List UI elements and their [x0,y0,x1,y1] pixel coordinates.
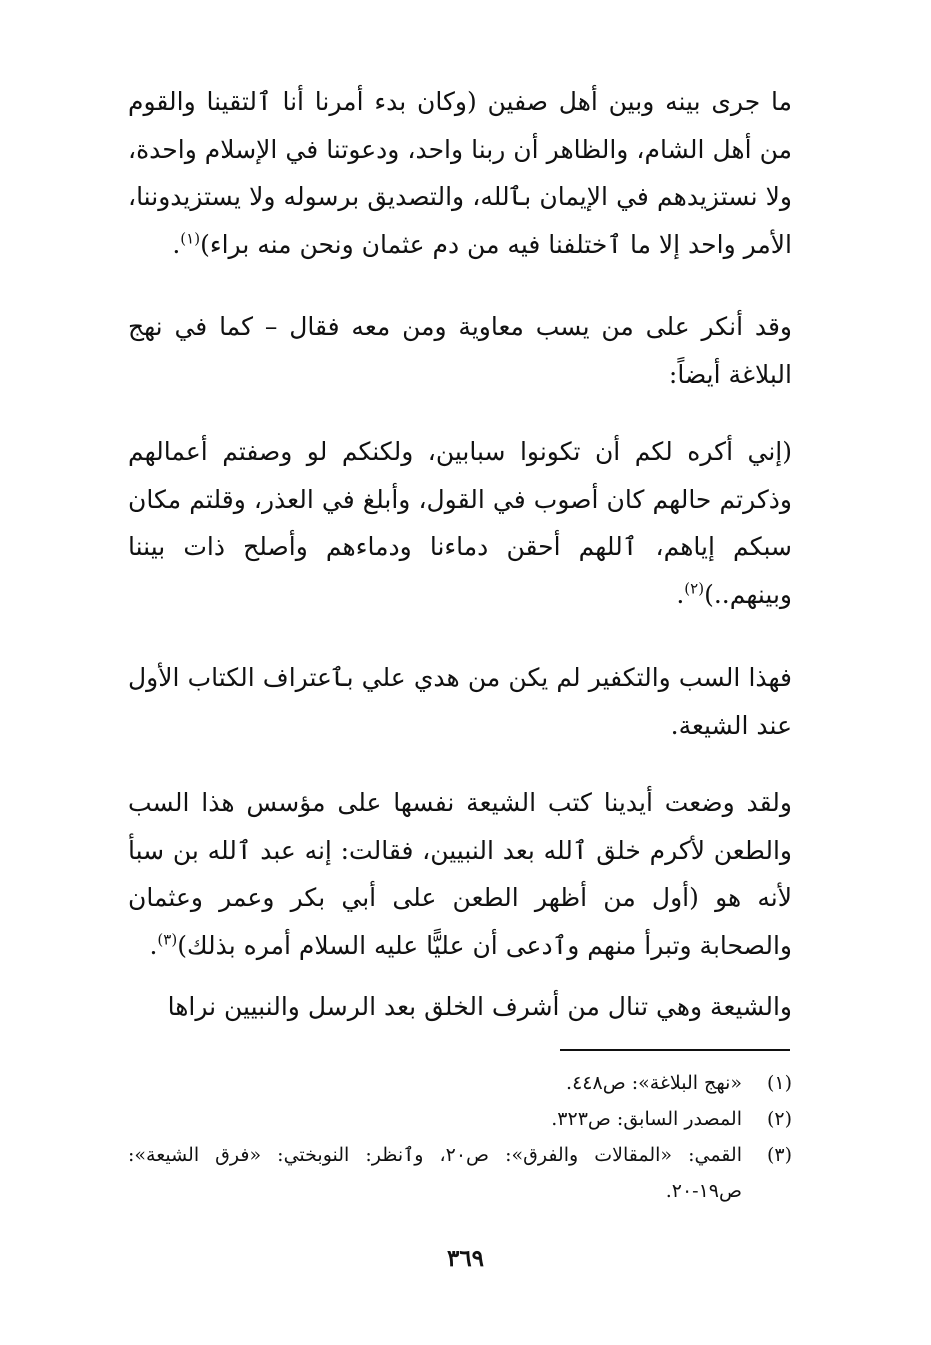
footnote-2-text: المصدر السابق: ص٣٢٣. [551,1108,742,1130]
paragraph-2-text: وقد أنكر على من يسب معاوية ومن معه فقال – كما في نهج البلاغة أيضاً: [128,312,792,389]
paragraph-5 [128,779,792,969]
paragraph-3-tail: . [676,579,685,609]
footnote-3-number: (٣) [766,1144,792,1166]
footnote-2-number: (٢) [766,1108,792,1130]
footnote-ref-1: (١) [180,229,201,248]
paragraph-4-text: فهذا السب والتكفير لم يكن من هدي علي بٱعتراف الكتاب الأول عند الشيعة. [128,663,792,740]
paragraph-4 [128,654,792,749]
paragraph-1-text: ما جرى بينه وبين أهل صفين (وكان بدء أمرنا أنا ٱلتقينا والقوم من أهل الشام، والظاهر أن ربنا واحد، ودعوتنا في الإسلام واحدة، ولا نستزيدهم في الإيمان بٱلله، والتصديق برسوله ولا يستزيدوننا، الأمر واحد إلا ما ٱختلفنا فيه من دم عثمان ونحن منه براء) [128,87,792,259]
paragraph-5-text: ولقد وضعت أيدينا كتب الشيعة نفسها على مؤسس هذا السب والطعن لأكرم خلق ٱلله بعد النبيين، فقالت: إنه عبد ٱلله بن سبأ لأنه هو (أول من أظهر الطعن على أبي بكر وعمر وعثمان والصحابة وتبرأ منهم وٱدعى أن عليًّا عليه السلام أمره بذلك) [128,788,792,960]
paragraph-3 [128,428,792,618]
footnote-divider [560,1049,790,1051]
footnote-3 [128,1137,792,1209]
paragraph-6-text: والشيعة وهي تنال من أشرف الخلق بعد الرسل والنبيين نراها [167,992,792,1021]
footnote-1-text: «نهج البلاغة»: ص٤٤٨. [566,1072,742,1094]
paragraph-2 [128,303,792,398]
footnotes [128,1065,792,1209]
page-number: ٣٦٩ [446,1245,485,1272]
paragraph-1 [128,78,792,268]
footnote-2 [128,1101,792,1137]
footnote-3-text: القمي: «المقالات والفرق»: ص٢٠، وٱنظر: النوبختي: «فرق الشيعة»: ص١٩-٢٠. [128,1144,742,1202]
footnote-1 [128,1065,792,1101]
paragraph-3-text: (إني أكره لكم أن تكونوا سبابين، ولكنكم لو وصفتم أعمالهم وذكرتم حالهم كان أصوب في القول، وأبلغ في العذر، وقلتم مكان سبكم إياهم، ٱللهم أحقن دماءنا ودماءهم وأصلح ذات بيننا وبينهم..) [128,437,792,609]
paragraph-1-tail: . [172,229,181,259]
paragraph-5-tail: . [149,930,158,960]
footnote-1-number: (١) [766,1072,792,1094]
paragraph-6 [128,983,792,1031]
footnote-ref-3: (٣) [157,930,178,949]
footnote-ref-2: (٢) [684,579,705,598]
